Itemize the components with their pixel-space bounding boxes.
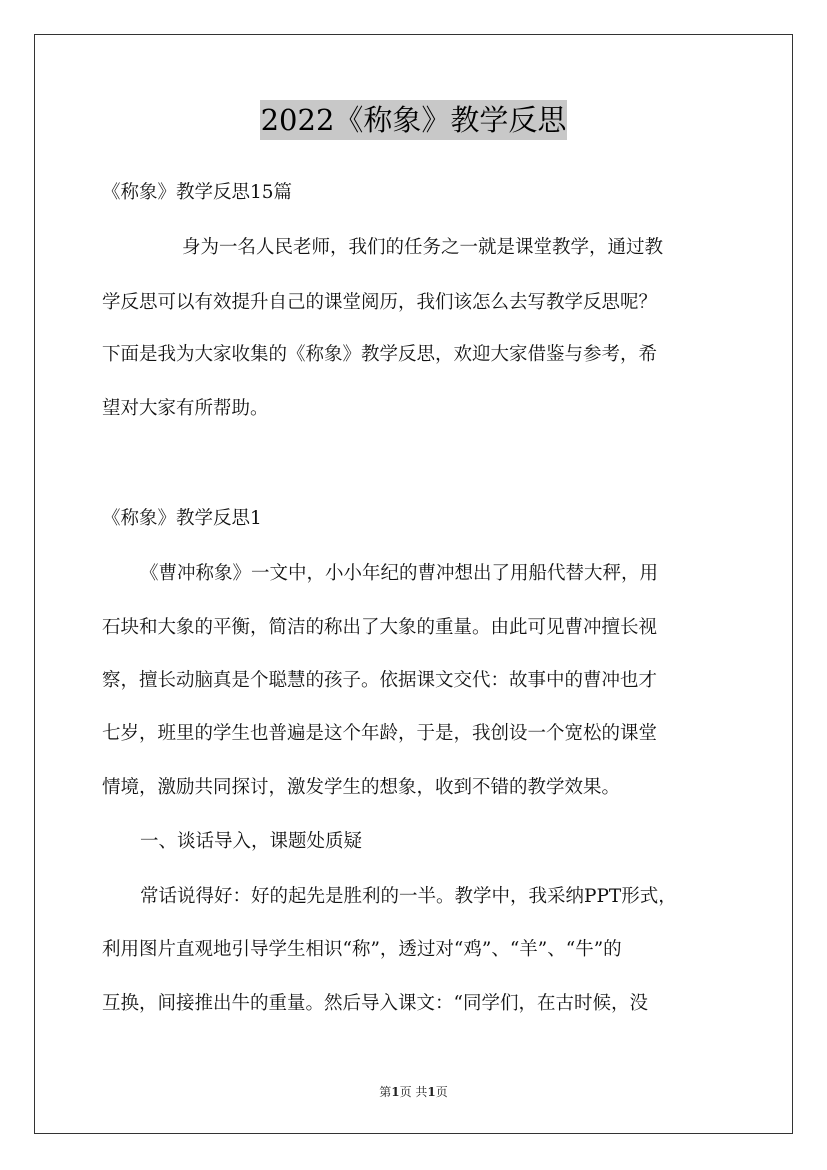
- footer-page-suffix: 页: [435, 1085, 448, 1099]
- body-line: 利用图片直观地引导学生相识“称”，透过对“鸡”、“羊”、“牛”的: [102, 939, 622, 960]
- body-line: 石块和大象的平衡，简洁的称出了大象的重量。由此可见曹冲擅长视: [102, 617, 658, 638]
- intro-line: 学反思可以有效提升自己的课堂阅历，我们该怎么去写教学反思呢？: [102, 292, 658, 313]
- page-footer: [0, 1083, 827, 1100]
- body-line: 察，擅长动脑真是个聪慧的孩子。依据课文交代：故事中的曹冲也才: [102, 670, 658, 691]
- footer-page-prefix: 第: [379, 1085, 392, 1099]
- section-heading: 《称象》教学反思1: [102, 508, 262, 529]
- intro-line: 下面是我为大家收集的《称象》教学反思，欢迎大家借鉴与参考，希: [102, 344, 658, 365]
- title-container: [0, 100, 827, 140]
- body-line: 《曹冲称象》一文中，小小年纪的曹冲想出了用船代替大秤，用: [140, 563, 659, 584]
- footer-page-total: 1: [427, 1085, 436, 1099]
- body-line: 常话说得好：好的起先是胜利的一半。教学中，我采纳PPT形式，: [140, 886, 677, 907]
- body-line: 情境，激励共同探讨，激发学生的想象，收到不错的教学效果。: [102, 777, 621, 798]
- body-line: 互换，间接推出牛的重量。然后导入课文：“同学们，在古时候，没: [102, 993, 648, 1014]
- footer-page-mid: 页 共: [399, 1085, 428, 1099]
- point-heading: 一、谈话导入，课题处质疑: [140, 831, 363, 852]
- document-title: 2022《称象》教学反思: [260, 100, 568, 140]
- intro-line: 望对大家有所帮助。: [102, 398, 269, 419]
- footer-page-number: 1: [391, 1085, 400, 1099]
- intro-line: 身为一名人民老师，我们的任务之一就是课堂教学，通过教: [182, 237, 664, 258]
- body-line: 七岁，班里的学生也普遍是这个年龄，于是，我创设一个宽松的课堂: [102, 723, 658, 744]
- document-subtitle: 《称象》教学反思15篇: [102, 182, 293, 203]
